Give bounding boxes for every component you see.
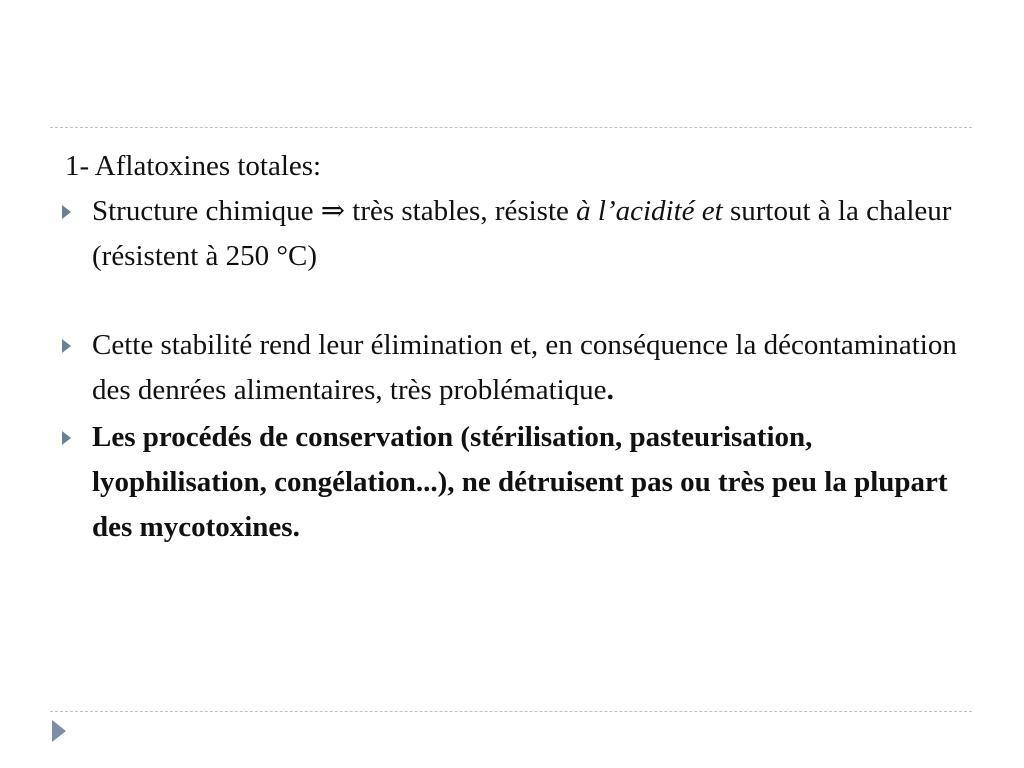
bullet-structure-chimique: [60, 189, 970, 279]
slide-heading: 1- Aflatoxines totales:: [65, 150, 322, 182]
bullet-text-continued: surtout à la chaleur (résistent à 250 °C): [92, 195, 952, 272]
triangle-right-icon: [62, 205, 71, 219]
triangle-right-icon: [62, 339, 71, 353]
bullet-italic-text: à l’acidité et: [576, 195, 723, 227]
bullet-text: Structure chimique ⇒ très stables, résiste: [92, 195, 577, 227]
bullet-stabilite: [60, 323, 970, 413]
bottom-divider: [50, 711, 972, 712]
bullet-text: Cette stabilité rend leur élimination et, en conséquence la décontamination des denrées alimentaires, très problématique: [92, 329, 957, 406]
bullet-procedes-conservation: [60, 415, 970, 550]
slide-content: [60, 144, 970, 550]
bullet-text: Les procédés de conservation (stérilisation, pasteurisation, lyophilisation, congélation...), ne détruisent pas ou très peu la plupart des mycotoxines.: [92, 421, 948, 543]
top-divider: [50, 127, 972, 128]
triangle-right-icon: [62, 431, 71, 445]
bullet-period: .: [606, 374, 614, 406]
play-arrow-icon[interactable]: [52, 720, 66, 742]
